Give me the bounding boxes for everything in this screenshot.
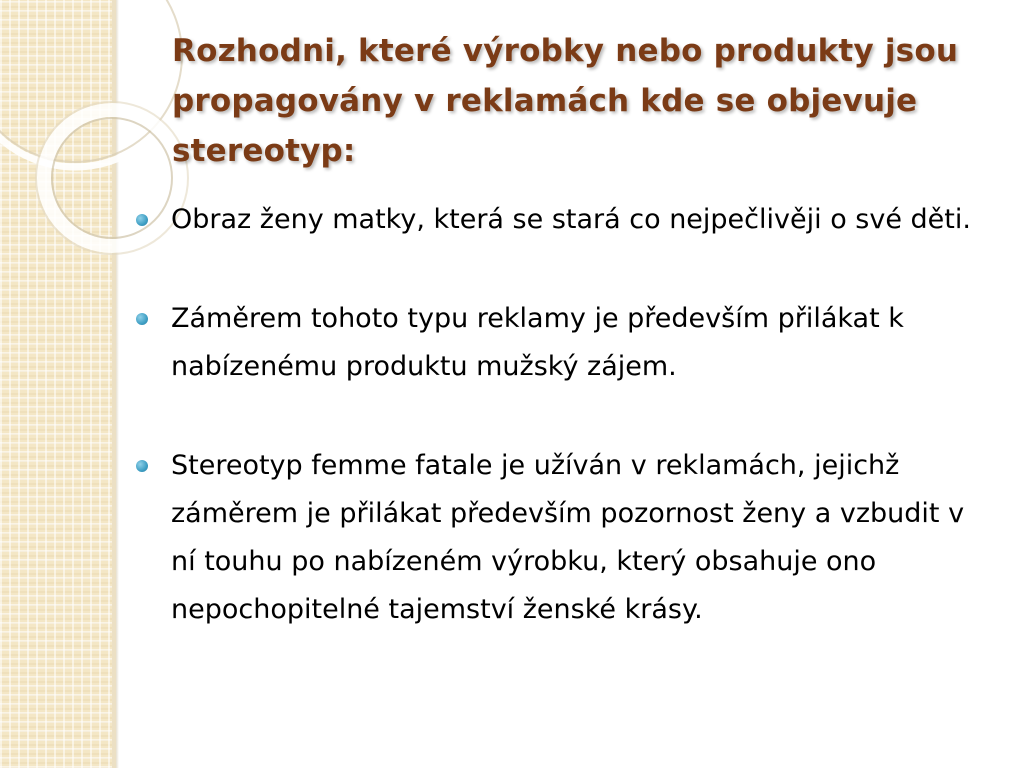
bullet-dot-icon (136, 460, 148, 472)
bullet-text: Záměrem tohoto typu reklamy je především přilákat k nabízenému produktu mužský zájem. (171, 303, 904, 382)
bullet-list (134, 196, 994, 634)
slide-title: Rozhodni, které výrobky nebo produkty jsou propagovány v reklamách kde se objevuje stereotyp: (172, 33, 959, 169)
bullet-text: Obraz ženy matky, která se stará co nejpečlivěji o své děti. (171, 204, 971, 235)
bullet-item (134, 442, 994, 634)
bullet-dot-icon (136, 313, 148, 325)
bullet-text: Stereotyp femme fatale je užíván v reklamách, jejichž záměrem je přilákat především pozornost ženy a vzbudit v ní touhu po nabízeném výrobku, který obsahuje ono nepochopitelné tajemství ženské krásy. (171, 450, 965, 625)
bullet-dot-icon (136, 214, 148, 226)
bullet-item (134, 196, 994, 244)
bullet-item (134, 295, 994, 391)
